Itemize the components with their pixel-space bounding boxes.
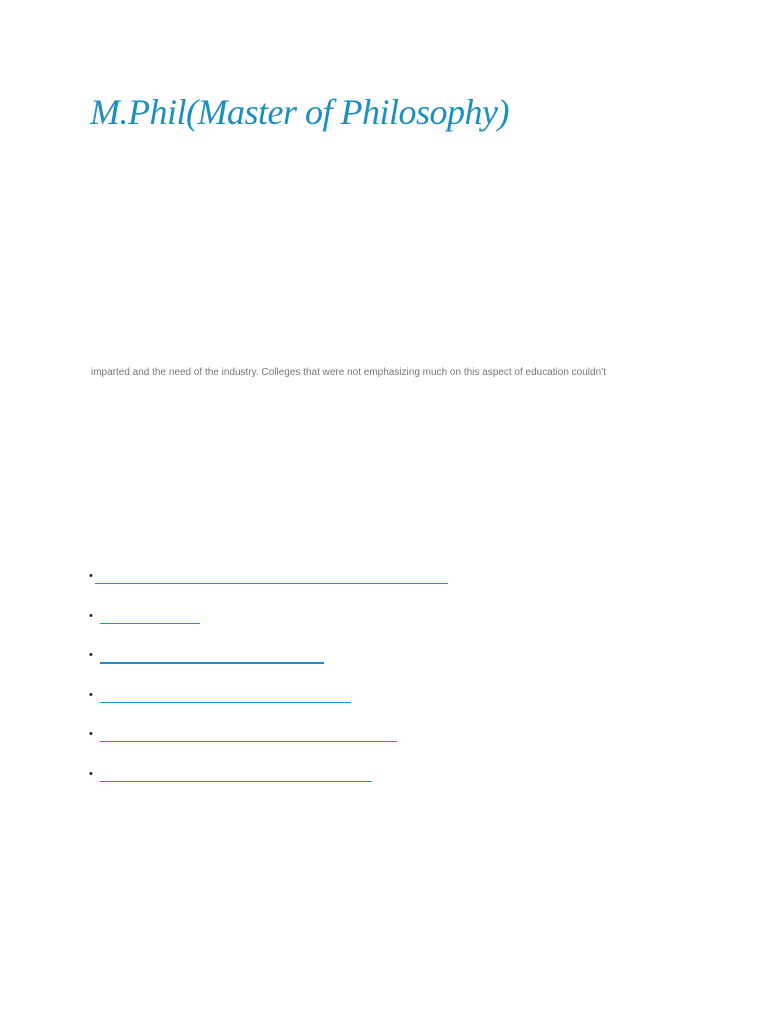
list-link[interactable] <box>100 623 200 624</box>
list-link[interactable] <box>95 583 448 584</box>
bullet-icon: • <box>89 688 93 701</box>
bullet-icon: • <box>89 570 93 582</box>
page-title: M.Phil(Master of Philosophy) <box>90 92 509 132</box>
list-link[interactable] <box>100 702 351 703</box>
list-link[interactable] <box>100 741 397 742</box>
bullet-icon: • <box>89 767 93 780</box>
bullet-icon: • <box>89 609 93 622</box>
list-link[interactable] <box>100 781 372 782</box>
bullet-icon: • <box>89 728 93 740</box>
list-link[interactable] <box>100 662 324 664</box>
body-paragraph: imparted and the need of the industry. Colleges that were not emphasizing much on this aspect of education couldn’t <box>91 367 607 378</box>
bullet-icon: • <box>89 649 93 661</box>
